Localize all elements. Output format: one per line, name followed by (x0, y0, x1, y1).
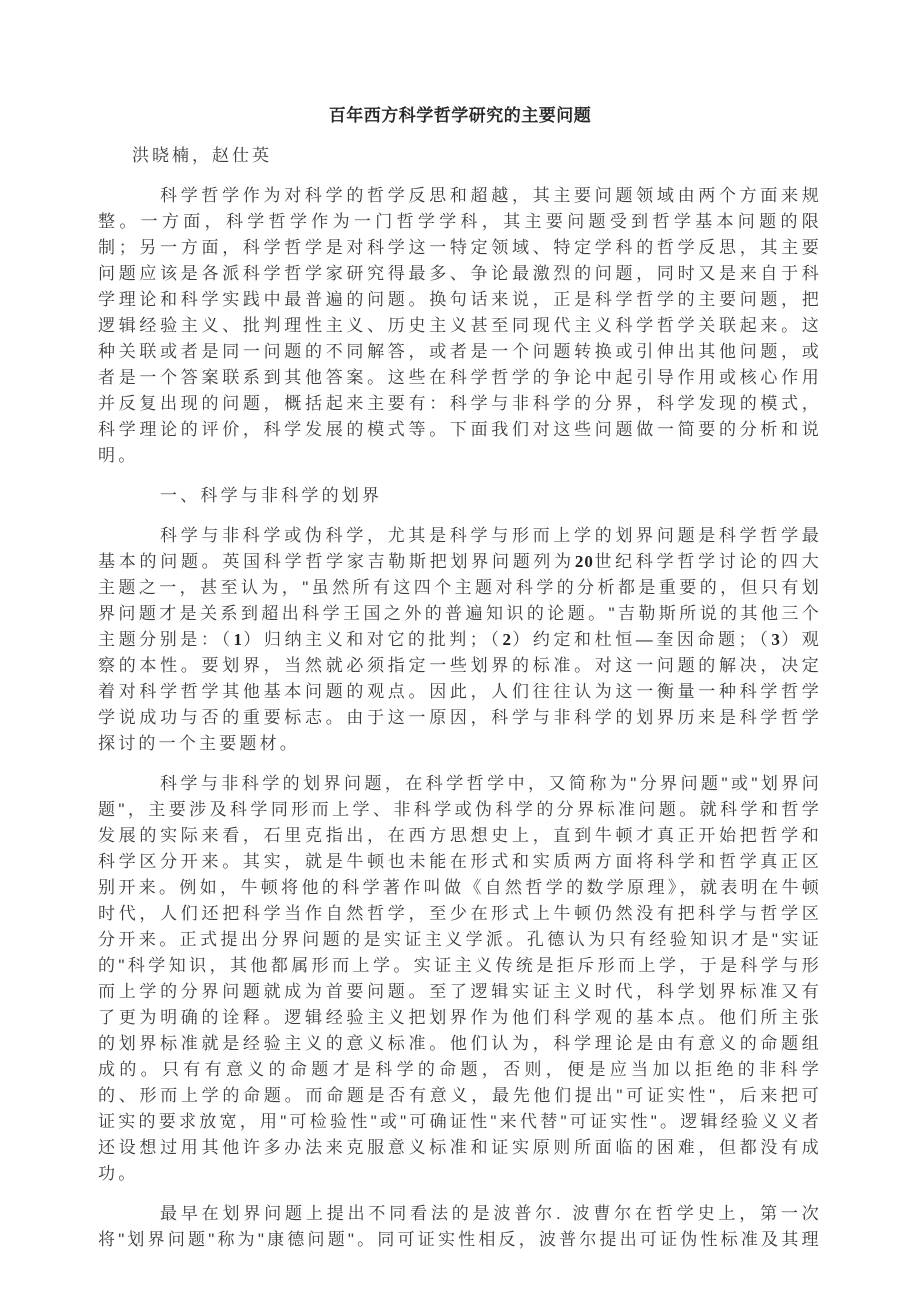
paragraph-popper (98, 1201, 822, 1253)
text-run: 最早在划界问题上提出不同看法的是波普尔. 波曹尔在哲学史上，第一次将"划界问题"称为"康德问题"。同可证实性相反，波普尔提出可证伪性标准及其理 (98, 1204, 822, 1249)
text-run: 一、科学与非科学的划界 (160, 486, 383, 505)
text-run: 科学哲学作为对科学的哲学反思和超越，其主要问题领域由两个方面来规整。一方面，科学哲学作为一门哲学学科，其主要问题受到哲学基本问题的限制；另一方面，科学哲学是对科学这一特定领域、特定学科的哲学反思，其主要问题应该是各派科学哲学家研究得最多、争论最激烈的问题，同时又是来自于科学理论和科学实践中最普遍的问题。换句话来说，正是科学哲学的主要问题，把逻辑经验主义、批判理性主义、历史主义甚至同现代主义科学哲学关联起来。这种关联或者是同一问题的不同解答，或者是一个问题转换或引伸出其他问题，或者是一个答案联系到其他答案。这些在科学哲学的争论中起引导作用或核心作用并反复出现的问题，概括起来主要有：科学与非科学的分界，科学发现的模式，科学理论的评价，科学发展的模式等。下面我们对这些问题做一简要的分析和说明。 (98, 186, 822, 465)
text-run: 世纪科学哲学讨论的四大主题之一，甚至认为，"虽然所有这四个主题对科学的分析都是重要的，但只有划界问题才是关系到超出科学王国之外的普遍知识的论题。"吉勒斯所说的其他三个主题分别是：（ (98, 552, 822, 649)
paragraph-demarcation-history (98, 771, 822, 1187)
text-run: 科学与非科学或伪科学，尤其是科学与形而上学的划界问题是科学哲学最基本的问题。英国科学哲学家吉勒斯把划界问题列为 (98, 526, 822, 571)
bold-text-run: 1 (233, 630, 244, 649)
paragraph-intro (98, 183, 822, 469)
document-title: 百年西方科学哲学研究的主要问题 (328, 106, 592, 125)
text-run: ）归纳主义和对它的批判；（ (243, 630, 503, 649)
section-heading-demarcation (98, 483, 822, 509)
text-run: 科学与非科学的划界问题，在科学哲学中，又简称为"分界问题"或"划界问题"，主要涉及科学同形而上学、非科学或伪科学的分界标准问题。就科学和哲学发展的实际来看，石里克指出，在西方思想史上，直到牛顿才真正开始把哲学和科学区分开来。其实，就是牛顿也未能在形式和实质两方面将科学和哲学真正区别开来。例如，牛顿将他的科学著作叫做《自然哲学的数学原理》，就表明在牛顿时代，人们还把科学当作自然哲学，至少在形式上牛顿仍然没有把科学与哲学区分开来。正式提出分界问题的是实证主义学派。孔德认为只有经验知识才是"实证的"科学知识，其他都属形而上学。实证主义传统是拒斥形而上学，于是科学与形而上学的分界问题就成为首要问题。至了逻辑实证主义时代，科学划界标准又有了更为明确的诠释。逻辑经验主义把划界作为他们科学观的基本点。他们所主张的划界标准就是经验主义的意义标准。他们认为，科学理论是由有意义的命题组成的。只有有意义的命题才是科学的命题，否则，便是应当加以拒绝的非科学的、形而上学的命题。而命题是否有意义，最先他们提出"可证实性"，后来把可证实的要求放宽，用"可检验性"或"可确证性"来代替"可证实性"。逻辑经验义义者还设想过用其他许多办法来克服意义标准和证实原则所面临的困难，但都没有成功。 (98, 774, 822, 1183)
bold-text-run: 2 (502, 630, 512, 649)
text-run: ）约定和杜恒—奎因命题；（ (511, 630, 772, 649)
author-byline: 洪晓楠，赵仕英 (132, 146, 272, 165)
paragraph-demarcation-themes (98, 523, 822, 757)
text-run: ）观察的本性。要划界，当然就必须指定一些划界的标准。对这一问题的解决，决定着对科学哲学其他基本问题的观点。因此，人们往往认为这一衡量一种科学哲学学说成功与否的重要标志。由于这一原因，科学与非科学的划界历来是科学哲学探讨的一个主要题材。 (98, 630, 822, 753)
bold-text-run: 3 (771, 630, 781, 649)
bold-text-run: 20 (574, 552, 594, 571)
